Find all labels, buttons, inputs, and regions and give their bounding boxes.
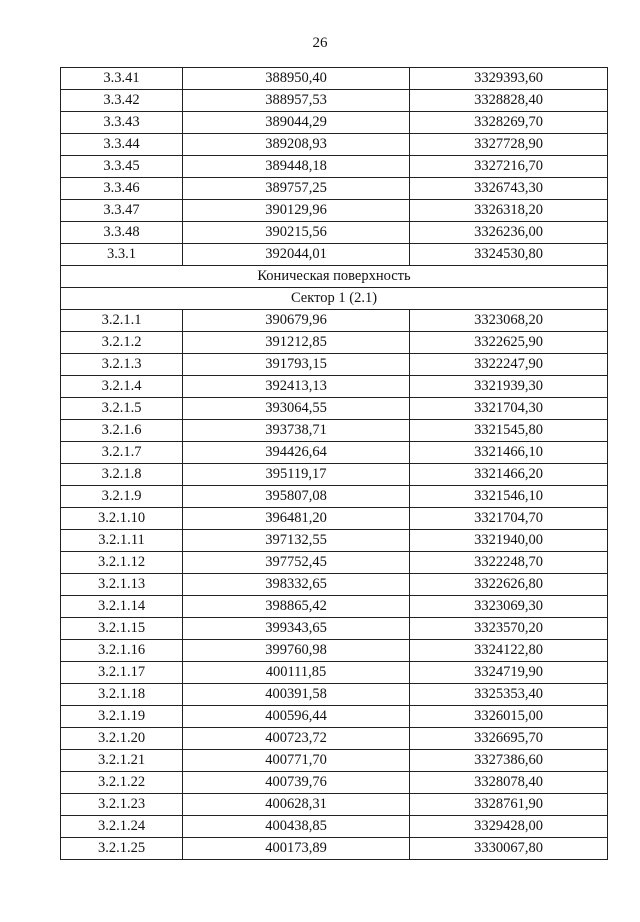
x-coordinate-cell: 389448,18 bbox=[183, 156, 410, 178]
table-row bbox=[61, 618, 608, 640]
table-row bbox=[61, 244, 608, 266]
point-id-cell: 3.2.1.22 bbox=[61, 772, 183, 794]
table-row bbox=[61, 508, 608, 530]
y-coordinate-cell: 3327386,60 bbox=[410, 750, 608, 772]
y-coordinate-cell: 3324719,90 bbox=[410, 662, 608, 684]
x-coordinate-cell: 388957,53 bbox=[183, 90, 410, 112]
point-id-cell: 3.2.1.6 bbox=[61, 420, 183, 442]
table-row bbox=[61, 772, 608, 794]
point-id-cell: 3.3.42 bbox=[61, 90, 183, 112]
x-coordinate-cell: 390679,96 bbox=[183, 310, 410, 332]
point-id-cell: 3.2.1.17 bbox=[61, 662, 183, 684]
point-id-cell: 3.2.1.4 bbox=[61, 376, 183, 398]
x-coordinate-cell: 389757,25 bbox=[183, 178, 410, 200]
y-coordinate-cell: 3321940,00 bbox=[410, 530, 608, 552]
y-coordinate-cell: 3330067,80 bbox=[410, 838, 608, 860]
y-coordinate-cell: 3326743,30 bbox=[410, 178, 608, 200]
x-coordinate-cell: 400739,76 bbox=[183, 772, 410, 794]
y-coordinate-cell: 3325353,40 bbox=[410, 684, 608, 706]
y-coordinate-cell: 3329393,60 bbox=[410, 68, 608, 90]
table-row bbox=[61, 728, 608, 750]
table-row bbox=[61, 354, 608, 376]
point-id-cell: 3.2.1.15 bbox=[61, 618, 183, 640]
point-id-cell: 3.2.1.23 bbox=[61, 794, 183, 816]
point-id-cell: 3.2.1.1 bbox=[61, 310, 183, 332]
point-id-cell: 3.2.1.24 bbox=[61, 816, 183, 838]
x-coordinate-cell: 400628,31 bbox=[183, 794, 410, 816]
x-coordinate-cell: 394426,64 bbox=[183, 442, 410, 464]
x-coordinate-cell: 399343,65 bbox=[183, 618, 410, 640]
y-coordinate-cell: 3322247,90 bbox=[410, 354, 608, 376]
y-coordinate-cell: 3322626,80 bbox=[410, 574, 608, 596]
x-coordinate-cell: 389208,93 bbox=[183, 134, 410, 156]
table-row bbox=[61, 574, 608, 596]
table-row bbox=[61, 222, 608, 244]
x-coordinate-cell: 397752,45 bbox=[183, 552, 410, 574]
x-coordinate-cell: 400173,89 bbox=[183, 838, 410, 860]
coordinates-table-bottom-body bbox=[61, 310, 608, 860]
table-row bbox=[61, 794, 608, 816]
table-row bbox=[61, 706, 608, 728]
x-coordinate-cell: 400723,72 bbox=[183, 728, 410, 750]
point-id-cell: 3.3.44 bbox=[61, 134, 183, 156]
point-id-cell: 3.2.1.3 bbox=[61, 354, 183, 376]
x-coordinate-cell: 391212,85 bbox=[183, 332, 410, 354]
x-coordinate-cell: 398865,42 bbox=[183, 596, 410, 618]
subsection-title: Сектор 1 (2.1) bbox=[61, 288, 608, 310]
x-coordinate-cell: 400771,70 bbox=[183, 750, 410, 772]
table-row bbox=[61, 420, 608, 442]
x-coordinate-cell: 390129,96 bbox=[183, 200, 410, 222]
point-id-cell: 3.3.45 bbox=[61, 156, 183, 178]
section-header-body bbox=[61, 266, 608, 310]
y-coordinate-cell: 3327216,70 bbox=[410, 156, 608, 178]
coordinates-table-top-body bbox=[61, 68, 608, 266]
section-title: Коническая поверхность bbox=[61, 266, 608, 288]
table-row bbox=[61, 750, 608, 772]
point-id-cell: 3.2.1.9 bbox=[61, 486, 183, 508]
point-id-cell: 3.3.48 bbox=[61, 222, 183, 244]
x-coordinate-cell: 400438,85 bbox=[183, 816, 410, 838]
y-coordinate-cell: 3322248,70 bbox=[410, 552, 608, 574]
y-coordinate-cell: 3322625,90 bbox=[410, 332, 608, 354]
x-coordinate-cell: 400391,58 bbox=[183, 684, 410, 706]
y-coordinate-cell: 3326015,00 bbox=[410, 706, 608, 728]
table-row bbox=[61, 112, 608, 134]
point-id-cell: 3.2.1.11 bbox=[61, 530, 183, 552]
y-coordinate-cell: 3321939,30 bbox=[410, 376, 608, 398]
y-coordinate-cell: 3321704,30 bbox=[410, 398, 608, 420]
table-row bbox=[61, 68, 608, 90]
table-row bbox=[61, 662, 608, 684]
y-coordinate-cell: 3328078,40 bbox=[410, 772, 608, 794]
point-id-cell: 3.2.1.10 bbox=[61, 508, 183, 530]
table-row bbox=[61, 464, 608, 486]
y-coordinate-cell: 3327728,90 bbox=[410, 134, 608, 156]
point-id-cell: 3.2.1.8 bbox=[61, 464, 183, 486]
table-row bbox=[61, 684, 608, 706]
point-id-cell: 3.2.1.13 bbox=[61, 574, 183, 596]
table-row bbox=[61, 90, 608, 112]
y-coordinate-cell: 3323570,20 bbox=[410, 618, 608, 640]
x-coordinate-cell: 400111,85 bbox=[183, 662, 410, 684]
point-id-cell: 3.2.1.25 bbox=[61, 838, 183, 860]
table-row bbox=[61, 376, 608, 398]
page-number: 26 bbox=[312, 35, 328, 51]
table-row bbox=[61, 530, 608, 552]
subsection-title-row bbox=[61, 288, 608, 310]
table-row bbox=[61, 200, 608, 222]
y-coordinate-cell: 3321545,80 bbox=[410, 420, 608, 442]
y-coordinate-cell: 3328828,40 bbox=[410, 90, 608, 112]
x-coordinate-cell: 393064,55 bbox=[183, 398, 410, 420]
table-row bbox=[61, 178, 608, 200]
y-coordinate-cell: 3328269,70 bbox=[410, 112, 608, 134]
y-coordinate-cell: 3326695,70 bbox=[410, 728, 608, 750]
y-coordinate-cell: 3321546,10 bbox=[410, 486, 608, 508]
x-coordinate-cell: 393738,71 bbox=[183, 420, 410, 442]
x-coordinate-cell: 399760,98 bbox=[183, 640, 410, 662]
table-row bbox=[61, 310, 608, 332]
y-coordinate-cell: 3324122,80 bbox=[410, 640, 608, 662]
point-id-cell: 3.2.1.18 bbox=[61, 684, 183, 706]
point-id-cell: 3.3.47 bbox=[61, 200, 183, 222]
table-row bbox=[61, 596, 608, 618]
table-row bbox=[61, 838, 608, 860]
x-coordinate-cell: 395119,17 bbox=[183, 464, 410, 486]
table-row bbox=[61, 816, 608, 838]
table-row bbox=[61, 552, 608, 574]
point-id-cell: 3.2.1.21 bbox=[61, 750, 183, 772]
y-coordinate-cell: 3321466,10 bbox=[410, 442, 608, 464]
x-coordinate-cell: 388950,40 bbox=[183, 68, 410, 90]
y-coordinate-cell: 3328761,90 bbox=[410, 794, 608, 816]
table-row bbox=[61, 332, 608, 354]
x-coordinate-cell: 391793,15 bbox=[183, 354, 410, 376]
point-id-cell: 3.3.1 bbox=[61, 244, 183, 266]
table-row bbox=[61, 640, 608, 662]
y-coordinate-cell: 3329428,00 bbox=[410, 816, 608, 838]
point-id-cell: 3.2.1.16 bbox=[61, 640, 183, 662]
y-coordinate-cell: 3323068,20 bbox=[410, 310, 608, 332]
table-row bbox=[61, 442, 608, 464]
point-id-cell: 3.2.1.2 bbox=[61, 332, 183, 354]
y-coordinate-cell: 3326236,00 bbox=[410, 222, 608, 244]
point-id-cell: 3.3.46 bbox=[61, 178, 183, 200]
x-coordinate-cell: 397132,55 bbox=[183, 530, 410, 552]
x-coordinate-cell: 395807,08 bbox=[183, 486, 410, 508]
section-title-row bbox=[61, 266, 608, 288]
y-coordinate-cell: 3321466,20 bbox=[410, 464, 608, 486]
table-row bbox=[61, 156, 608, 178]
point-id-cell: 3.2.1.12 bbox=[61, 552, 183, 574]
coordinates-table bbox=[60, 67, 608, 860]
point-id-cell: 3.2.1.5 bbox=[61, 398, 183, 420]
x-coordinate-cell: 392413,13 bbox=[183, 376, 410, 398]
x-coordinate-cell: 390215,56 bbox=[183, 222, 410, 244]
x-coordinate-cell: 389044,29 bbox=[183, 112, 410, 134]
y-coordinate-cell: 3324530,80 bbox=[410, 244, 608, 266]
y-coordinate-cell: 3323069,30 bbox=[410, 596, 608, 618]
point-id-cell: 3.2.1.20 bbox=[61, 728, 183, 750]
point-id-cell: 3.3.43 bbox=[61, 112, 183, 134]
point-id-cell: 3.2.1.14 bbox=[61, 596, 183, 618]
point-id-cell: 3.2.1.19 bbox=[61, 706, 183, 728]
table-row bbox=[61, 486, 608, 508]
point-id-cell: 3.3.41 bbox=[61, 68, 183, 90]
x-coordinate-cell: 398332,65 bbox=[183, 574, 410, 596]
y-coordinate-cell: 3326318,20 bbox=[410, 200, 608, 222]
x-coordinate-cell: 392044,01 bbox=[183, 244, 410, 266]
x-coordinate-cell: 400596,44 bbox=[183, 706, 410, 728]
y-coordinate-cell: 3321704,70 bbox=[410, 508, 608, 530]
point-id-cell: 3.2.1.7 bbox=[61, 442, 183, 464]
table-row bbox=[61, 134, 608, 156]
table-row bbox=[61, 398, 608, 420]
x-coordinate-cell: 396481,20 bbox=[183, 508, 410, 530]
